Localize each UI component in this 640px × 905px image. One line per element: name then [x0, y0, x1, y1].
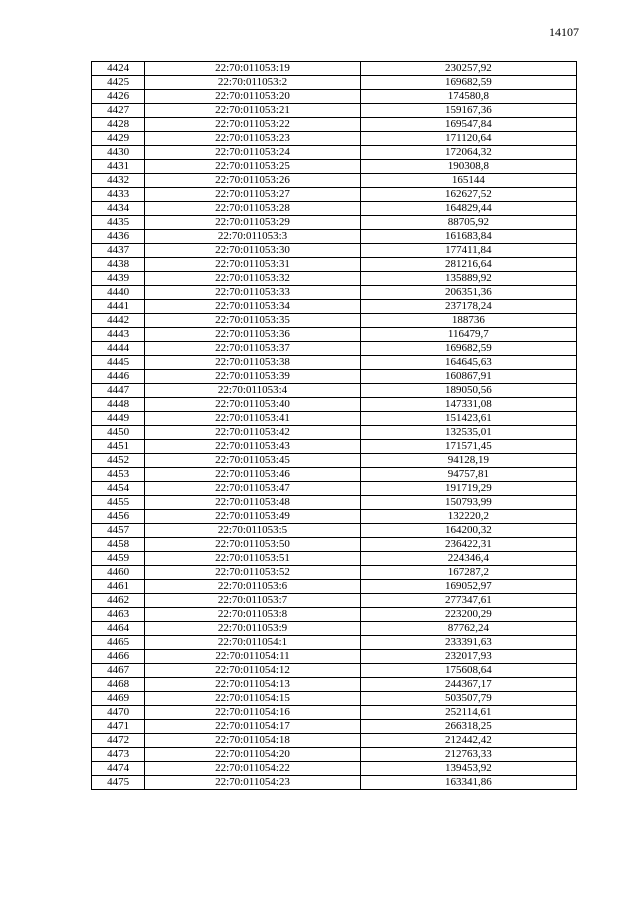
cadastral-number-cell: 22:70:011053:48: [145, 496, 360, 510]
value-cell: 281216,64: [360, 258, 576, 272]
row-number-cell: 4457: [92, 524, 145, 538]
row-number-cell: 4468: [92, 678, 145, 692]
value-cell: 212763,33: [360, 748, 576, 762]
row-number-cell: 4469: [92, 692, 145, 706]
value-cell: 150793,99: [360, 496, 576, 510]
table-row: [92, 398, 577, 412]
table-row: [92, 482, 577, 496]
cadastral-number-cell: 22:70:011053:41: [145, 412, 360, 426]
value-cell: 175608,64: [360, 664, 576, 678]
row-number-cell: 4435: [92, 216, 145, 230]
cadastral-number-cell: 22:70:011053:49: [145, 510, 360, 524]
row-number-cell: 4463: [92, 608, 145, 622]
cadastral-number-cell: 22:70:011053:46: [145, 468, 360, 482]
table-row: [92, 776, 577, 790]
value-cell: 277347,61: [360, 594, 576, 608]
table-row: [92, 524, 577, 538]
cadastral-number-cell: 22:70:011053:4: [145, 384, 360, 398]
row-number-cell: 4430: [92, 146, 145, 160]
row-number-cell: 4451: [92, 440, 145, 454]
cadastral-number-cell: 22:70:011054:11: [145, 650, 360, 664]
table-row: [92, 62, 577, 76]
row-number-cell: 4455: [92, 496, 145, 510]
table-row: [92, 132, 577, 146]
table-row: [92, 580, 577, 594]
value-cell: 266318,25: [360, 720, 576, 734]
cadastral-number-cell: 22:70:011053:39: [145, 370, 360, 384]
cadastral-number-cell: 22:70:011054:16: [145, 706, 360, 720]
value-cell: 171120,64: [360, 132, 576, 146]
row-number-cell: 4426: [92, 90, 145, 104]
cadastral-number-cell: 22:70:011053:37: [145, 342, 360, 356]
table-row: [92, 384, 577, 398]
row-number-cell: 4450: [92, 426, 145, 440]
table-row: [92, 76, 577, 90]
value-cell: 116479,7: [360, 328, 576, 342]
value-cell: 177411,84: [360, 244, 576, 258]
table-row: [92, 706, 577, 720]
table-row: [92, 356, 577, 370]
cadastral-number-cell: 22:70:011053:21: [145, 104, 360, 118]
table-row: [92, 762, 577, 776]
table-row: [92, 622, 577, 636]
cadastral-number-cell: 22:70:011053:50: [145, 538, 360, 552]
value-cell: 160867,91: [360, 370, 576, 384]
table-row: [92, 538, 577, 552]
value-cell: 237178,24: [360, 300, 576, 314]
value-cell: 162627,52: [360, 188, 576, 202]
row-number-cell: 4448: [92, 398, 145, 412]
value-cell: 171571,45: [360, 440, 576, 454]
table-row: [92, 412, 577, 426]
row-number-cell: 4438: [92, 258, 145, 272]
row-number-cell: 4429: [92, 132, 145, 146]
value-cell: 174580,8: [360, 90, 576, 104]
table-row: [92, 174, 577, 188]
row-number-cell: 4473: [92, 748, 145, 762]
value-cell: 164200,32: [360, 524, 576, 538]
cadastral-number-cell: 22:70:011054:12: [145, 664, 360, 678]
cadastral-number-cell: 22:70:011053:2: [145, 76, 360, 90]
value-cell: 163341,86: [360, 776, 576, 790]
cadastral-number-cell: 22:70:011053:33: [145, 286, 360, 300]
row-number-cell: 4433: [92, 188, 145, 202]
cadastral-number-cell: 22:70:011053:43: [145, 440, 360, 454]
cadastral-number-cell: 22:70:011053:9: [145, 622, 360, 636]
row-number-cell: 4439: [92, 272, 145, 286]
cadastral-number-cell: 22:70:011053:34: [145, 300, 360, 314]
table-row: [92, 104, 577, 118]
cadastral-number-cell: 22:70:011054:18: [145, 734, 360, 748]
row-number-cell: 4446: [92, 370, 145, 384]
table-row: [92, 314, 577, 328]
table-row: [92, 328, 577, 342]
value-cell: 164645,63: [360, 356, 576, 370]
page-number: 14107: [549, 25, 579, 39]
table-row: [92, 468, 577, 482]
table-row: [92, 230, 577, 244]
table-row: [92, 272, 577, 286]
value-cell: 169682,59: [360, 342, 576, 356]
row-number-cell: 4445: [92, 356, 145, 370]
table-body: [92, 62, 577, 790]
table-row: [92, 720, 577, 734]
table-row: [92, 90, 577, 104]
table-row: [92, 216, 577, 230]
table-row: [92, 146, 577, 160]
row-number-cell: 4458: [92, 538, 145, 552]
value-cell: 94757,81: [360, 468, 576, 482]
value-cell: 151423,61: [360, 412, 576, 426]
row-number-cell: 4454: [92, 482, 145, 496]
cadastral-number-cell: 22:70:011053:47: [145, 482, 360, 496]
table-row: [92, 160, 577, 174]
row-number-cell: 4460: [92, 566, 145, 580]
value-cell: 190308,8: [360, 160, 576, 174]
value-cell: 223200,29: [360, 608, 576, 622]
row-number-cell: 4462: [92, 594, 145, 608]
row-number-cell: 4442: [92, 314, 145, 328]
value-cell: 167287,2: [360, 566, 576, 580]
value-cell: 212442,42: [360, 734, 576, 748]
cadastral-number-cell: 22:70:011053:28: [145, 202, 360, 216]
table-row: [92, 636, 577, 650]
cadastral-number-cell: 22:70:011053:5: [145, 524, 360, 538]
table-row: [92, 342, 577, 356]
value-cell: 88705,92: [360, 216, 576, 230]
table-row: [92, 594, 577, 608]
value-cell: 135889,92: [360, 272, 576, 286]
value-cell: 164829,44: [360, 202, 576, 216]
row-number-cell: 4459: [92, 552, 145, 566]
row-number-cell: 4449: [92, 412, 145, 426]
row-number-cell: 4475: [92, 776, 145, 790]
value-cell: 87762,24: [360, 622, 576, 636]
value-cell: 132535,01: [360, 426, 576, 440]
table-row: [92, 650, 577, 664]
cadastral-number-cell: 22:70:011053:42: [145, 426, 360, 440]
table-row: [92, 608, 577, 622]
row-number-cell: 4467: [92, 664, 145, 678]
value-cell: 169547,84: [360, 118, 576, 132]
cadastral-number-cell: 22:70:011054:13: [145, 678, 360, 692]
row-number-cell: 4471: [92, 720, 145, 734]
value-cell: 161683,84: [360, 230, 576, 244]
cadastral-number-cell: 22:70:011053:25: [145, 160, 360, 174]
row-number-cell: 4472: [92, 734, 145, 748]
row-number-cell: 4427: [92, 104, 145, 118]
table-row: [92, 426, 577, 440]
row-number-cell: 4444: [92, 342, 145, 356]
cadastral-number-cell: 22:70:011053:20: [145, 90, 360, 104]
value-cell: 169052,97: [360, 580, 576, 594]
value-cell: 191719,29: [360, 482, 576, 496]
row-number-cell: 4424: [92, 62, 145, 76]
table-row: [92, 202, 577, 216]
value-cell: 188736: [360, 314, 576, 328]
row-number-cell: 4441: [92, 300, 145, 314]
cadastral-number-cell: 22:70:011053:30: [145, 244, 360, 258]
table-row: [92, 748, 577, 762]
cadastral-number-cell: 22:70:011053:35: [145, 314, 360, 328]
row-number-cell: 4432: [92, 174, 145, 188]
row-number-cell: 4453: [92, 468, 145, 482]
cadastral-number-cell: 22:70:011053:7: [145, 594, 360, 608]
value-cell: 230257,92: [360, 62, 576, 76]
cadastral-number-cell: 22:70:011053:3: [145, 230, 360, 244]
cadastral-number-cell: 22:70:011053:29: [145, 216, 360, 230]
table-row: [92, 664, 577, 678]
table-row: [92, 258, 577, 272]
table-row: [92, 734, 577, 748]
row-number-cell: 4465: [92, 636, 145, 650]
cadastral-number-cell: 22:70:011054:15: [145, 692, 360, 706]
row-number-cell: 4456: [92, 510, 145, 524]
value-cell: 159167,36: [360, 104, 576, 118]
cadastral-number-cell: 22:70:011054:17: [145, 720, 360, 734]
cadastral-number-cell: 22:70:011053:6: [145, 580, 360, 594]
row-number-cell: 4428: [92, 118, 145, 132]
cadastral-number-cell: 22:70:011053:45: [145, 454, 360, 468]
row-number-cell: 4474: [92, 762, 145, 776]
cadastral-number-cell: 22:70:011053:22: [145, 118, 360, 132]
row-number-cell: 4436: [92, 230, 145, 244]
value-cell: 224346,4: [360, 552, 576, 566]
row-number-cell: 4464: [92, 622, 145, 636]
table-row: [92, 370, 577, 384]
row-number-cell: 4443: [92, 328, 145, 342]
table-row: [92, 118, 577, 132]
cadastral-number-cell: 22:70:011053:23: [145, 132, 360, 146]
value-cell: 206351,36: [360, 286, 576, 300]
table-row: [92, 510, 577, 524]
value-cell: 233391,63: [360, 636, 576, 650]
cadastral-number-cell: 22:70:011053:19: [145, 62, 360, 76]
value-cell: 189050,56: [360, 384, 576, 398]
table-row: [92, 566, 577, 580]
cadastral-number-cell: 22:70:011053:51: [145, 552, 360, 566]
table-row: [92, 552, 577, 566]
table-row: [92, 440, 577, 454]
cadastral-number-cell: 22:70:011054:22: [145, 762, 360, 776]
value-cell: 172064,32: [360, 146, 576, 160]
cadastral-number-cell: 22:70:011054:1: [145, 636, 360, 650]
row-number-cell: 4440: [92, 286, 145, 300]
value-cell: 139453,92: [360, 762, 576, 776]
value-cell: 503507,79: [360, 692, 576, 706]
row-number-cell: 4447: [92, 384, 145, 398]
value-cell: 244367,17: [360, 678, 576, 692]
row-number-cell: 4437: [92, 244, 145, 258]
row-number-cell: 4466: [92, 650, 145, 664]
value-cell: 147331,08: [360, 398, 576, 412]
row-number-cell: 4431: [92, 160, 145, 174]
table-row: [92, 692, 577, 706]
row-number-cell: 4452: [92, 454, 145, 468]
cadastral-number-cell: 22:70:011053:36: [145, 328, 360, 342]
row-number-cell: 4461: [92, 580, 145, 594]
cadastral-value-table: [91, 61, 577, 790]
cadastral-number-cell: 22:70:011053:40: [145, 398, 360, 412]
row-number-cell: 4470: [92, 706, 145, 720]
cadastral-number-cell: 22:70:011054:20: [145, 748, 360, 762]
value-cell: 132220,2: [360, 510, 576, 524]
table-row: [92, 454, 577, 468]
cadastral-number-cell: 22:70:011053:26: [145, 174, 360, 188]
cadastral-number-cell: 22:70:011053:27: [145, 188, 360, 202]
value-cell: 169682,59: [360, 76, 576, 90]
value-cell: 165144: [360, 174, 576, 188]
cadastral-number-cell: 22:70:011053:8: [145, 608, 360, 622]
cadastral-number-cell: 22:70:011053:52: [145, 566, 360, 580]
table-row: [92, 496, 577, 510]
value-cell: 94128,19: [360, 454, 576, 468]
row-number-cell: 4434: [92, 202, 145, 216]
table-row: [92, 300, 577, 314]
cadastral-number-cell: 22:70:011054:23: [145, 776, 360, 790]
row-number-cell: 4425: [92, 76, 145, 90]
cadastral-number-cell: 22:70:011053:38: [145, 356, 360, 370]
value-cell: 252114,61: [360, 706, 576, 720]
value-cell: 232017,93: [360, 650, 576, 664]
value-cell: 236422,31: [360, 538, 576, 552]
table-row: [92, 286, 577, 300]
table-row: [92, 244, 577, 258]
table-row: [92, 678, 577, 692]
cadastral-number-cell: 22:70:011053:32: [145, 272, 360, 286]
cadastral-number-cell: 22:70:011053:24: [145, 146, 360, 160]
cadastral-number-cell: 22:70:011053:31: [145, 258, 360, 272]
table-row: [92, 188, 577, 202]
